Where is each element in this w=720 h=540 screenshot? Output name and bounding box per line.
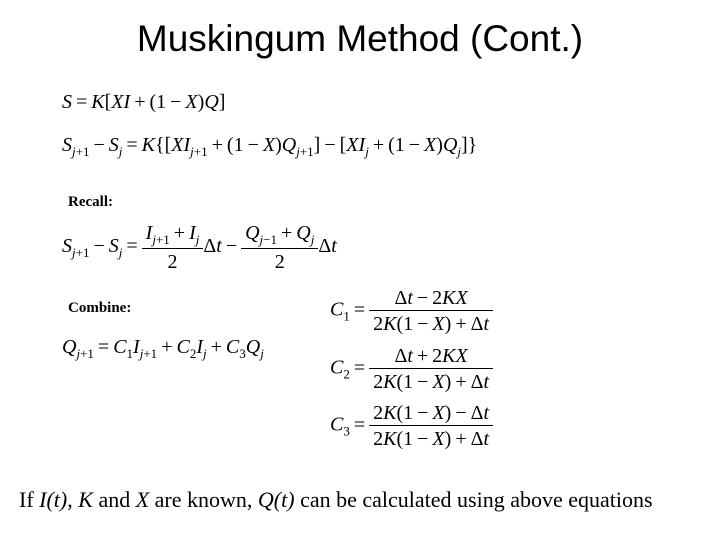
routing-equation: $Q_{j+1} = C_1I_{j+1} + C_2I_j + C_3Q_j$ bbox=[62, 336, 264, 361]
c2-equation: $C_2$ = $\frac{\Delta t + 2KX}{2K(1 - X) + \Delta t}$ bbox=[330, 346, 493, 392]
conclusion-text: If I(t), K and X are known, Q(t) can be calculated using above equations bbox=[19, 487, 653, 512]
recall-label: Recall: bbox=[68, 194, 113, 210]
continuity-equation: $S_{j+1} - S_j$ = $\frac{I_{j+1} + I_j}{2}$ Δt − $\frac{Q_{j-1} + Q_j}{2}$ Δt bbox=[62, 222, 337, 273]
storage-difference-equation: $S_{j+1} - S_j = K\{[XI_{j+1} + (1 - X)Q_{j+1}] - [XI_j + (1 - X)Q_j]\}$ bbox=[62, 134, 478, 159]
storage-equation: S = K[XI + (1 − X)Q] bbox=[62, 91, 226, 113]
c3-equation: $C_3$ = $\frac{2K(1 - X) - \Delta t}{2K(1 - X) + \Delta t}$ bbox=[330, 403, 493, 449]
c1-equation: $C_1$ = $\frac{\Delta t - 2KX}{2K(1 - X) + \Delta t}$ bbox=[330, 288, 493, 334]
combine-label: Combine: bbox=[68, 300, 132, 316]
slide-title: Muskingum Method (Cont.) bbox=[136, 18, 584, 59]
